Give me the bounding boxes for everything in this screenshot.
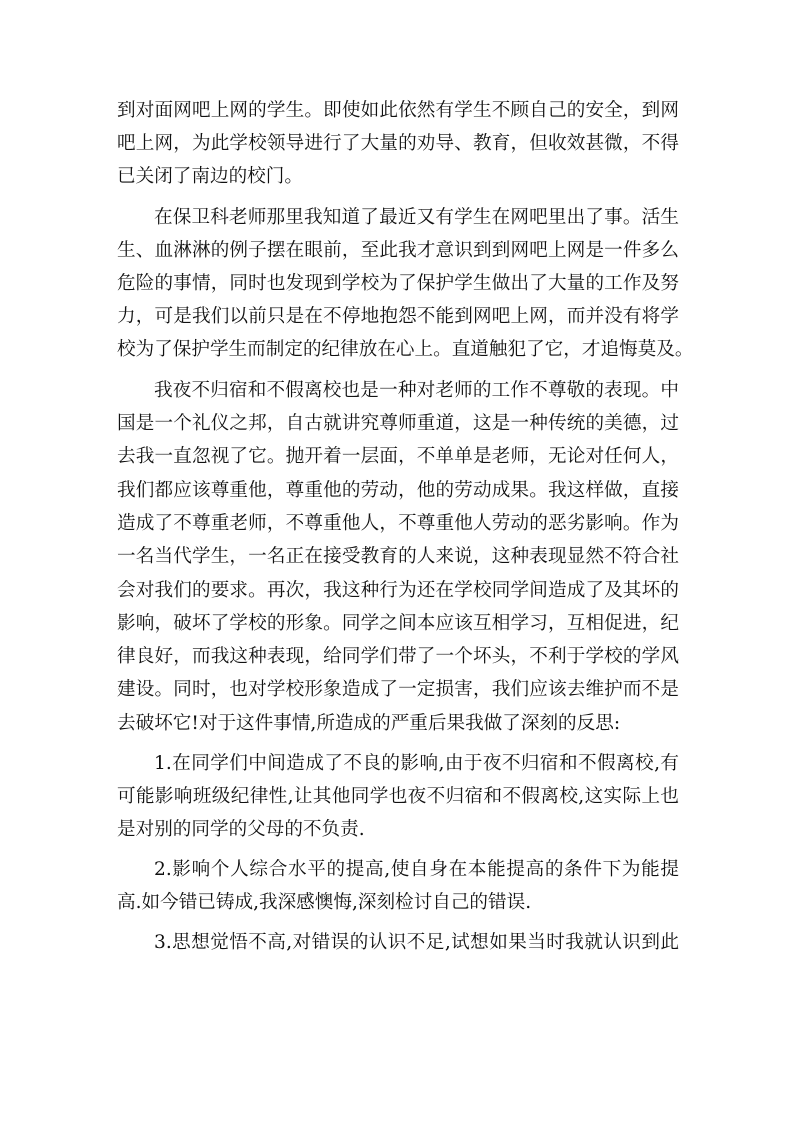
- list-item-2: 2.影响个人综合水平的提高,使自身在本能提高的条件下为能提: [154, 859, 679, 880]
- text-line: 会对我们的要求。再次，我这种行为还在学校同学间造成了及其坏的: [117, 580, 679, 601]
- text-line: 可能影响班级纪律性,让其他同学也夜不归宿和不假离校,这实际上也: [117, 786, 679, 807]
- text-line: 在保卫科老师那里我知道了最近又有学生在网吧里出了事。活生: [154, 207, 679, 228]
- text-line: 已关闭了南边的校门。: [117, 166, 303, 187]
- text-line: 我们都应该尊重他，尊重他的劳动，他的劳动成果。我这样做，直接: [117, 480, 679, 501]
- text-line: 去我一直忽视了它。抛开着一层面，不单单是老师，无论对任何人，: [117, 446, 679, 467]
- text-line: 力，可是我们以前只是在不停地抱怨不能到网吧上网，而并没有将学: [117, 306, 679, 327]
- text-line: 到对面网吧上网的学生。即使如此依然有学生不顾自己的安全，到网: [117, 100, 679, 121]
- text-line: 影响，破坏了学校的形象。同学之间本应该互相学习，互相促进，纪: [117, 613, 679, 634]
- text-line: 国是一个礼仪之邦，自古就讲究尊师重道，这是一种传统的美德，过: [117, 413, 679, 434]
- text-line: 我夜不归宿和不假离校也是一种对老师的工作不尊敬的表现。中: [154, 380, 679, 401]
- text-line: 吧上网，为此学校领导进行了大量的劝导、教育，但收效甚微，不得: [117, 133, 679, 154]
- text-line: 律良好，而我这种表现，给同学们带了一个坏头，不利于学校的学风: [117, 646, 679, 667]
- text-line: 建设。同时，也对学校形象造成了一定损害，我们应该去维护而不是: [117, 679, 679, 700]
- text-line: 校为了保护学生而制定的纪律放在心上。直道触犯了它，才追悔莫及。: [117, 339, 694, 360]
- text-line: 危险的事情，同时也发现到学校为了保护学生做出了大量的工作及努: [117, 273, 679, 294]
- text-line: 是对别的同学的父母的不负责.: [117, 819, 365, 840]
- text-line: 去破坏它!对于这件事情,所造成的严重后果我做了深刻的反思:: [117, 713, 621, 734]
- text-line: 生、血淋淋的例子摆在眼前，至此我才意识到到网吧上网是一件多么: [117, 240, 679, 261]
- list-item-1: 1.在同学们中间造成了不良的影响,由于夜不归宿和不假离校,有: [154, 753, 679, 774]
- text-line: 一名当代学生，一名正在接受教育的人来说，这种表现显然不符合社: [117, 546, 679, 567]
- list-item-3: 3.思想觉悟不高,对错误的认识不足,试想如果当时我就认识到此: [154, 932, 679, 953]
- text-line: 造成了不尊重老师，不尊重他人，不尊重他人劳动的恶劣影响。作为: [117, 513, 679, 534]
- text-line: 高.如今错已铸成,我深感懊悔,深刻检讨自己的错误.: [117, 892, 532, 913]
